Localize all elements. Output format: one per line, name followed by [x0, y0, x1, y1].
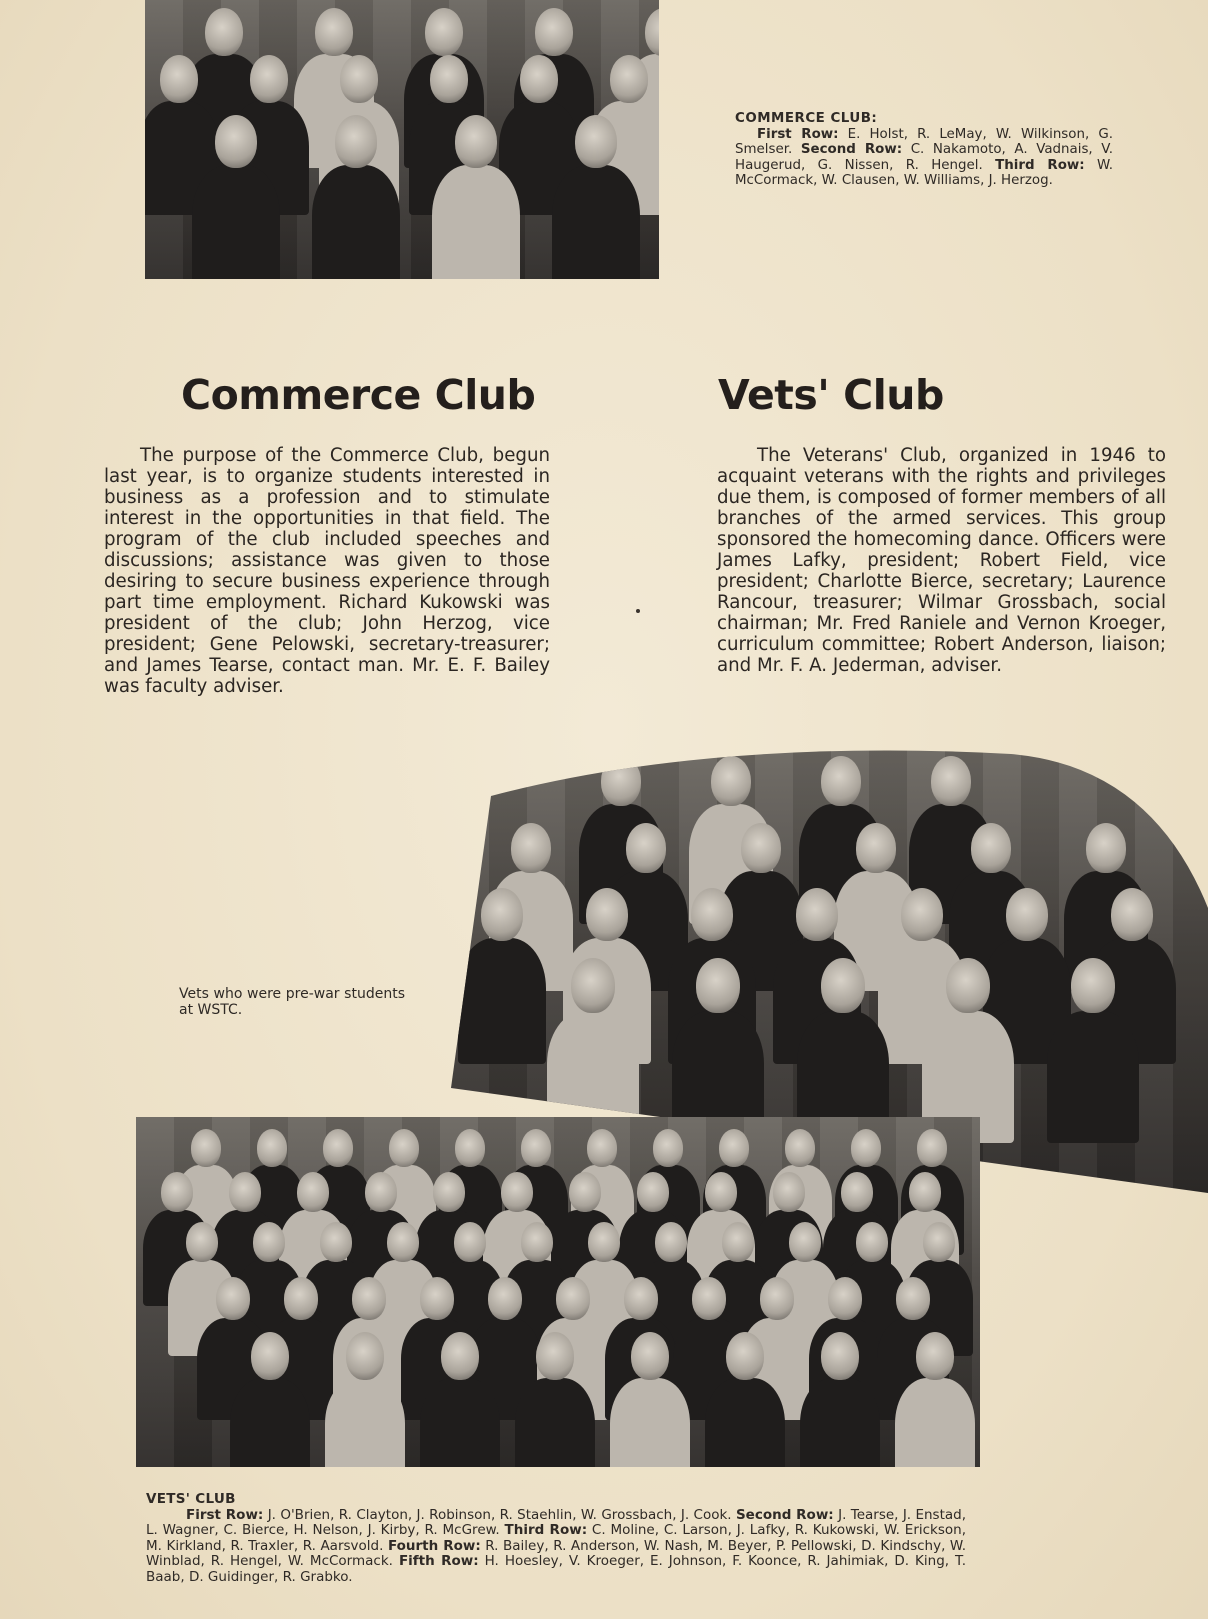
person-head: [726, 1332, 764, 1380]
person-body: [420, 1378, 500, 1467]
person-head: [946, 958, 990, 1013]
person-head: [315, 8, 353, 56]
person-head: [191, 1129, 221, 1167]
person-head: [520, 55, 558, 103]
person-head: [160, 55, 198, 103]
person-body: [895, 1378, 975, 1467]
person-head: [352, 1277, 386, 1320]
row-names: R. Bailey, R. Anderson, W. Nash, M. Beyer, P. Pellowski, D. Kindschy, W. Winblad, R. Hengel, W. McCormack.: [146, 1537, 966, 1570]
person-head: [696, 958, 740, 1013]
person-head: [335, 115, 377, 168]
commerce-club-photo: [145, 0, 659, 279]
person-head: [821, 958, 865, 1013]
vets-club-group-photo: [136, 1117, 980, 1467]
person-head: [571, 958, 615, 1013]
person-head: [909, 1172, 941, 1212]
person-head: [323, 1129, 353, 1167]
commerce-club-heading: Commerce Club: [181, 371, 536, 419]
person-head: [631, 1332, 669, 1380]
person-head: [789, 1222, 821, 1262]
person-head: [1111, 888, 1153, 941]
person-head: [481, 888, 523, 941]
person-head: [455, 115, 497, 168]
person-head: [785, 1129, 815, 1167]
person-head: [454, 1222, 486, 1262]
person-head: [253, 1222, 285, 1262]
person-head: [521, 1129, 551, 1167]
row-label: First Row:: [186, 1506, 264, 1523]
person-head: [229, 1172, 261, 1212]
row-label: Fifth Row:: [398, 1553, 479, 1570]
person-head: [216, 1277, 250, 1320]
person-head: [626, 823, 666, 873]
person-head: [365, 1172, 397, 1212]
person-body: [552, 165, 640, 279]
person-head: [1006, 888, 1048, 941]
row-names: W. McCormack, W. Clausen, W. Williams, J. Herzog.: [735, 157, 1113, 189]
vets-caption-title: VETS' CLUB: [146, 1491, 236, 1507]
person-head: [433, 1172, 465, 1212]
person-head: [257, 1129, 287, 1167]
person-body: [230, 1378, 310, 1467]
person-head: [653, 1129, 683, 1167]
person-body: [515, 1378, 595, 1467]
person-head: [161, 1172, 193, 1212]
row-label: Fourth Row:: [387, 1537, 481, 1554]
person-head: [536, 1332, 574, 1380]
person-head: [215, 115, 257, 168]
person-head: [569, 1172, 601, 1212]
person-head: [587, 1129, 617, 1167]
row-names: E. Holst, R. LeMay, W. Wilkinson, G. Smelser.: [735, 126, 1113, 158]
person-head: [251, 1332, 289, 1380]
commerce-caption-names: [735, 127, 1113, 189]
person-head: [205, 8, 243, 56]
vets-caption-names: [146, 1508, 966, 1586]
person-head: [821, 1332, 859, 1380]
person-body: [1047, 1011, 1139, 1143]
person-head: [901, 888, 943, 941]
person-head: [284, 1277, 318, 1320]
person-head: [297, 1172, 329, 1212]
vets-club-article: The Veterans' Club, organized in 1946 to acquaint veterans with the rights and privileges due them, is composed of former members of all branches of the armed services. This group sponsored the homecoming dance. Officers were James Lafky, president; Robert Field, vice president; Charlotte Bierce, secretary; Laurence Rancour, treasurer; Wilmar Grossbach, social chairman; Mr. Fred Raniele and Vernon Kroeger, curriculum committee; Robert Anderson, liaison; and Mr. F. A. Jederman, adviser.: [717, 445, 1166, 676]
person-head: [705, 1172, 737, 1212]
person-head: [917, 1129, 947, 1167]
person-head: [535, 8, 573, 56]
person-head: [691, 888, 733, 941]
person-head: [856, 823, 896, 873]
person-body: [325, 1378, 405, 1467]
person-head: [841, 1172, 873, 1212]
person-head: [420, 1277, 454, 1320]
person-head: [501, 1172, 533, 1212]
person-head: [760, 1277, 794, 1320]
person-head: [387, 1222, 419, 1262]
vets-club-photo-caption: [146, 1492, 966, 1586]
person-head: [575, 115, 617, 168]
person-head: [441, 1332, 479, 1380]
person-head: [601, 756, 641, 806]
person-head: [586, 888, 628, 941]
person-head: [425, 8, 463, 56]
person-head: [1086, 823, 1126, 873]
person-head: [637, 1172, 669, 1212]
print-speck: [636, 609, 640, 613]
person-head: [521, 1222, 553, 1262]
commerce-club-article: The purpose of the Commerce Club, begun last year, is to organize students interested in business as a profession and to stimulate interest in the opportunities in that field. The program of the club included speeches and discussions; assistance was given to those desiring to secure business experience through part time employment. Richard Kukowski was president of the club; John Herzog, vice president; Gene Pelowski, secretary-treasurer; and James Tearse, contact man. Mr. E. F. Bailey was faculty adviser.: [104, 445, 550, 697]
person-head: [645, 8, 659, 56]
person-head: [828, 1277, 862, 1320]
row-label: Second Row:: [800, 142, 903, 158]
person-head: [511, 823, 551, 873]
person-head: [340, 55, 378, 103]
row-label: First Row:: [757, 126, 839, 142]
person-head: [588, 1222, 620, 1262]
person-body: [312, 165, 400, 279]
person-body: [458, 938, 546, 1064]
person-head: [722, 1222, 754, 1262]
person-body: [610, 1378, 690, 1467]
row-names: C. Nakamoto, A. Vadnais, V. Haugerud, G. Nissen, R. Hengel.: [735, 142, 1113, 173]
person-head: [389, 1129, 419, 1167]
person-head: [971, 823, 1011, 873]
person-head: [851, 1129, 881, 1167]
person-head: [796, 888, 838, 941]
person-body: [705, 1378, 785, 1467]
row-names: J. Tearse, J. Enstad, L. Wagner, C. Bierce, H. Nelson, J. Kirby, R. McGrew.: [146, 1506, 967, 1539]
person-head: [430, 55, 468, 103]
person-head: [186, 1222, 218, 1262]
person-head: [455, 1129, 485, 1167]
person-head: [610, 55, 648, 103]
person-head: [711, 756, 751, 806]
person-head: [655, 1222, 687, 1262]
commerce-club-photo-caption: [735, 111, 1113, 189]
person-head: [692, 1277, 726, 1320]
row-names: C. Moline, C. Larson, J. Lafky, R. Kukowski, W. Erickson, M. Kirkland, R. Traxler, R. Aarsvold.: [146, 1522, 967, 1554]
person-head: [346, 1332, 384, 1380]
person-head: [896, 1277, 930, 1320]
commerce-caption-title: COMMERCE CLUB:: [735, 111, 878, 126]
person-head: [624, 1277, 658, 1320]
person-head: [821, 756, 861, 806]
person-head: [488, 1277, 522, 1320]
pre-war-vets-caption: Vets who were pre-war students at WSTC.: [179, 986, 405, 1018]
person-body: [192, 165, 280, 279]
person-head: [856, 1222, 888, 1262]
person-head: [741, 823, 781, 873]
row-label: Third Row:: [995, 157, 1085, 173]
row-label: Second Row:: [735, 1506, 834, 1523]
person-head: [923, 1222, 955, 1262]
person-head: [931, 756, 971, 806]
person-head: [320, 1222, 352, 1262]
person-head: [556, 1277, 590, 1320]
person-head: [719, 1129, 749, 1167]
row-label: Third Row:: [504, 1522, 588, 1539]
row-names: H. Hoesley, V. Kroeger, E. Johnson, F. Koonce, R. Jahimiak, D. King, T. Baab, D. Guidinger, R. Grabko.: [146, 1553, 966, 1585]
person-head: [1071, 958, 1115, 1013]
person-body: [432, 165, 520, 279]
person-head: [250, 55, 288, 103]
person-body: [800, 1378, 880, 1467]
row-names: J. O'Brien, R. Clayton, J. Robinson, R. Staehlin, W. Grossbach, J. Cook.: [263, 1506, 736, 1523]
vets-club-heading: Vets' Club: [718, 371, 944, 419]
person-head: [773, 1172, 805, 1212]
person-head: [916, 1332, 954, 1380]
